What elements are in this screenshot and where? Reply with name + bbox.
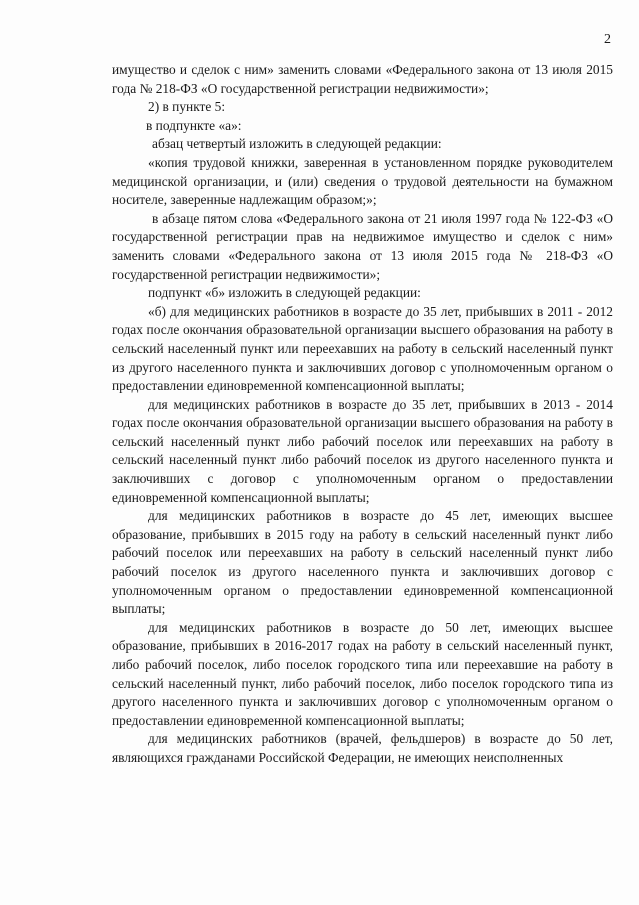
paragraph: для медицинских работников в возрасте до 50 лет, имеющих высшее образование, прибывших в 2016-2017 годах на работу в сельский населенный пункт, либо рабочий поселок, либо поселок городского типа или переехавшие на работу в сельский населенный пункт, либо рабочий поселок, либо поселок городского типа из другого населенного пункта и заключивших договор с уполномоченным органом о предоставлении единовременной компенсационной выплаты;: [112, 619, 613, 728]
paragraph: в абзаце пятом слова «Федерального закона от 21 июля 1997 года № 122-ФЗ «О государственной регистрации прав на недвижимое имущество и сделок с ним» заменить словами «Федерального закона от 13 июля 2015 года № 218-ФЗ «О государственной регистрации недвижимости»;: [112, 210, 613, 282]
paragraph: в подпункте «а»:: [146, 117, 242, 133]
paragraph: подпункт «б» изложить в следующей редакции:: [148, 285, 421, 301]
paragraph: «копия трудовой книжки, заверенная в установленном порядке руководителем медицинской организации, и (или) сведения о трудовой деятельности на бумажном носителе, заверенные надлежащим образом;»;: [112, 154, 613, 208]
paragraph: «б) для медицинских работников в возрасте до 35 лет, прибывших в 2011 - 2012 годах после окончания образовательной организации высшего образования на работу в сельский населенный пункт или переехавших на работу в сельский населенный пункт из другого населенного пункта и заключивших договор с уполномоченным органом о предоставлении единовременной компенсационной выплаты;: [112, 303, 613, 394]
paragraph: для медицинских работников в возрасте до 35 лет, прибывших в 2013 - 2014 годах после окончания образовательной организации высшего образования на работу в сельский населенный пункт либо рабочий поселок или переехавших на работу в сельский населенный пункт либо рабочий поселок из другого населенного пункта и заключивших с договор с уполномоченным органом о предоставлении единовременной компенсационной выплаты;: [112, 396, 613, 505]
paragraph: для медицинских работников в возрасте до 45 лет, имеющих высшее образование, прибывших в 2015 году на работу в сельский населенный пункт либо рабочий поселок или переехавших на работу в сельский населенный пункт либо рабочий поселок из другого населенного пункта и заключивших договор с уполномоченным органом о предоставлении единовременной компенсационной выплаты;: [112, 508, 613, 617]
page-number: 2: [604, 32, 611, 47]
paragraph: 2) в пункте 5:: [148, 99, 226, 115]
paragraph: имущество и сделок с ним» заменить словами «Федерального закона от 13 июля 2015 года № 218-ФЗ «О государственной регистрации недвижимости»;: [112, 62, 613, 96]
paragraph: для медицинских работников (врачей, фельдшеров) в возрасте до 50 лет, являющихся гражданами Российской Федерации, не имеющих неисполненных: [112, 731, 613, 765]
document-body: [112, 61, 613, 768]
paragraph: абзац четвертый изложить в следующей редакции:: [152, 136, 442, 152]
